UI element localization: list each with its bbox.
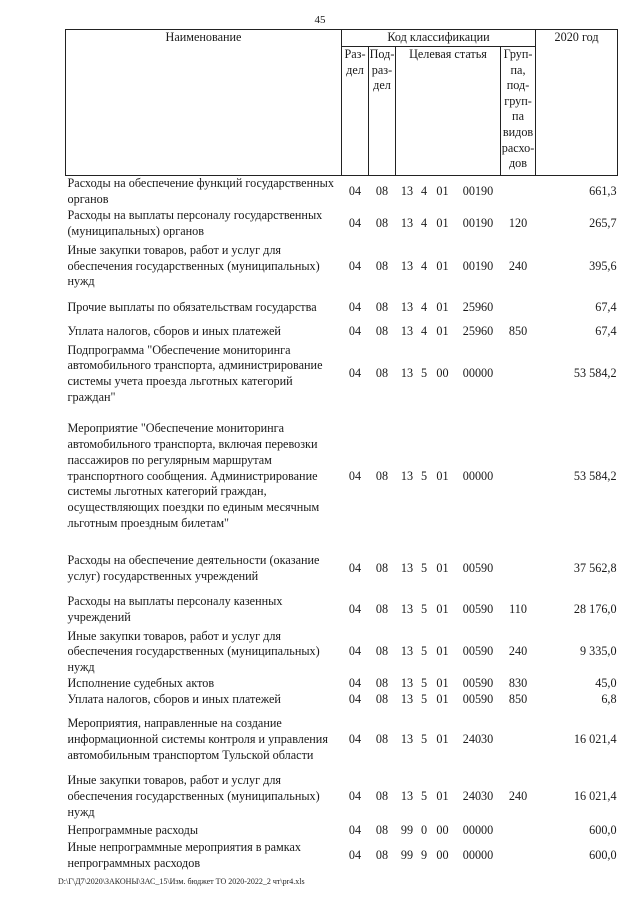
- row-expense-type: [501, 822, 536, 840]
- header-group-line: груп-: [504, 93, 532, 108]
- row-subprogram: 5: [420, 692, 428, 707]
- row-event: 01: [436, 789, 449, 804]
- row-name: Иные закупки товаров, работ и услуг для обеспечения государственных (муниципальных) нужд: [67, 773, 320, 819]
- row-event: 00: [436, 823, 449, 838]
- row-event: 01: [436, 215, 449, 230]
- row-program: 13: [400, 258, 414, 273]
- page-number: 45: [314, 14, 326, 26]
- row-subsection: 08: [375, 732, 389, 747]
- row-section: 04: [348, 215, 362, 230]
- table-row: [66, 322, 618, 342]
- row-event: 00: [436, 848, 449, 863]
- row-event: 01: [436, 601, 449, 616]
- row-direction: 25960: [462, 299, 494, 314]
- table-row: [66, 208, 618, 240]
- row-program: 13: [400, 366, 414, 381]
- row-amount: 600,0: [589, 848, 617, 863]
- header-section: [342, 47, 369, 176]
- row-direction: 00590: [462, 560, 494, 575]
- table-row: [66, 342, 618, 407]
- row-subsection: 08: [375, 601, 389, 616]
- table-header: [66, 30, 618, 176]
- row-name: Иные закупки товаров, работ и услуг для обеспечения государственных (муниципальных) нужд: [67, 628, 320, 675]
- row-name: Прочие выплаты по обязательствам государства: [67, 299, 317, 314]
- header-classification: Код классификации: [342, 30, 536, 47]
- row-subsection: 08: [375, 366, 389, 381]
- row-program: 13: [400, 692, 414, 707]
- row-direction: 00190: [462, 215, 494, 230]
- row-event: 01: [436, 323, 449, 338]
- row-section: 04: [348, 644, 362, 659]
- row-event: 01: [436, 692, 449, 707]
- row-amount: 6,8: [601, 692, 617, 707]
- row-name: Иные закупки товаров, работ и услуг для обеспечения государственных (муниципальных) нужд: [67, 242, 320, 289]
- row-direction: 24030: [462, 732, 494, 747]
- row-program: 13: [400, 299, 414, 314]
- row-amount: 67,4: [595, 323, 617, 338]
- row-amount: 67,4: [595, 299, 617, 314]
- row-event: 01: [436, 676, 449, 691]
- row-subprogram: 5: [420, 676, 428, 691]
- row-event: 01: [436, 732, 449, 747]
- row-subprogram: 5: [420, 789, 428, 804]
- table-row: [66, 772, 618, 822]
- row-expense-type: 240: [508, 258, 528, 273]
- table-row: [66, 407, 618, 547]
- header-subsection-line: раз-: [371, 62, 393, 77]
- row-name: Расходы на выплаты персоналу казенных учреждений: [67, 593, 283, 624]
- row-expense-type: 850: [508, 692, 528, 707]
- row-program: 13: [400, 732, 414, 747]
- header-subsection-line: дел: [373, 78, 391, 93]
- row-section: 04: [348, 468, 362, 483]
- row-subsection: 08: [375, 183, 389, 198]
- row-subsection: 08: [375, 692, 389, 707]
- row-section: 04: [348, 692, 362, 707]
- row-subsection: 08: [375, 644, 389, 659]
- row-name: Непрограммные расходы: [67, 823, 199, 838]
- table-body: [66, 176, 618, 872]
- row-amount: 53 584,2: [573, 366, 617, 381]
- header-group-line: па,: [510, 62, 526, 77]
- row-amount: 28 176,0: [573, 601, 617, 616]
- row-section: 04: [348, 323, 362, 338]
- row-program: 13: [400, 601, 414, 616]
- budget-table: [65, 29, 618, 872]
- header-subsection: [369, 47, 396, 176]
- row-subsection: 08: [375, 823, 389, 838]
- row-expense-type: 240: [508, 789, 528, 804]
- row-subsection: 08: [375, 323, 389, 338]
- table-row: [66, 176, 618, 208]
- row-expense-type: 830: [508, 676, 528, 691]
- row-subprogram: 5: [420, 732, 428, 747]
- footer-file-path: D:\Г\Д7\2020\ЗАКОНЫ\ЗАС_15\Изм. бюджет ТО 2020-2022_2 чт\pr4.xls: [58, 877, 305, 886]
- row-direction: 00590: [462, 601, 494, 616]
- row-program: 13: [400, 323, 414, 338]
- row-direction: 00190: [462, 183, 494, 198]
- row-amount: 53 584,2: [573, 468, 617, 483]
- table-row: [66, 692, 618, 708]
- table-row: [66, 708, 618, 772]
- row-subsection: 08: [375, 299, 389, 314]
- row-subprogram: 4: [420, 215, 428, 230]
- row-direction: 00000: [462, 366, 494, 381]
- row-subprogram: 9: [420, 848, 428, 863]
- row-program: 99: [400, 848, 414, 863]
- row-subprogram: 5: [420, 366, 428, 381]
- row-name: Уплата налогов, сборов и иных платежей: [67, 323, 281, 338]
- row-program: 13: [400, 468, 414, 483]
- row-amount: 16 021,4: [573, 732, 617, 747]
- row-amount: 45,0: [595, 676, 617, 691]
- row-program: 99: [400, 823, 414, 838]
- row-subprogram: 0: [420, 823, 428, 838]
- header-year: 2020 год: [536, 30, 618, 176]
- row-event: 01: [436, 644, 449, 659]
- row-section: 04: [348, 258, 362, 273]
- row-name: Расходы на обеспечение функций государственных органов: [67, 176, 334, 206]
- row-program: 13: [400, 789, 414, 804]
- row-subprogram: 4: [420, 258, 428, 273]
- header-group-line: под-: [506, 78, 530, 93]
- row-expense-type: [501, 176, 536, 208]
- row-name: Подпрограмма "Обеспечение мониторинга автомобильного транспорта, администрирование системы учета проезда льготных категорий граждан": [67, 342, 323, 404]
- row-amount: 37 562,8: [573, 560, 617, 575]
- row-section: 04: [348, 848, 362, 863]
- row-subsection: 08: [375, 468, 389, 483]
- row-section: 04: [348, 183, 362, 198]
- row-expense-type: 850: [508, 323, 528, 338]
- table-row: [66, 822, 618, 840]
- header-group-line: па: [512, 109, 524, 124]
- row-amount: 600,0: [589, 823, 617, 838]
- row-subprogram: 5: [420, 644, 428, 659]
- row-expense-type: [501, 708, 536, 772]
- row-section: 04: [348, 601, 362, 616]
- row-subsection: 08: [375, 848, 389, 863]
- row-direction: 00190: [462, 258, 494, 273]
- table-row: [66, 547, 618, 591]
- row-name: Иные непрограммные мероприятия в рамках непрограммных расходов: [67, 840, 302, 870]
- table-row: [66, 294, 618, 322]
- row-program: 13: [400, 215, 414, 230]
- row-subprogram: 5: [420, 601, 428, 616]
- table-row: [66, 240, 618, 294]
- header-group-line: Груп-: [503, 47, 533, 61]
- row-name: Расходы на выплаты персоналу государственных (муниципальных) органов: [67, 207, 323, 238]
- row-event: 00: [436, 366, 449, 381]
- row-amount: 265,7: [589, 215, 617, 230]
- row-section: 04: [348, 732, 362, 747]
- row-direction: 24030: [462, 789, 494, 804]
- row-expense-type: 110: [509, 601, 527, 616]
- row-direction: 00000: [462, 848, 494, 863]
- row-expense-type: [501, 547, 536, 591]
- row-direction: 00000: [462, 823, 494, 838]
- row-amount: 661,3: [589, 183, 617, 198]
- row-expense-type: [501, 342, 536, 407]
- row-direction: 25960: [462, 323, 494, 338]
- row-expense-type: 240: [508, 644, 528, 659]
- row-direction: 00590: [462, 676, 494, 691]
- header-section-line: дел: [346, 62, 364, 77]
- header-section-line: Раз-: [344, 47, 366, 61]
- row-program: 13: [400, 183, 414, 198]
- row-amount: 16 021,4: [573, 789, 617, 804]
- row-expense-type: [501, 407, 536, 547]
- header-subsection-line: Под-: [369, 47, 395, 61]
- table-row: [66, 591, 618, 629]
- row-event: 01: [436, 468, 449, 483]
- header-name: Наименование: [66, 30, 342, 176]
- row-amount: 9 335,0: [579, 644, 617, 659]
- header-target-article: Целевая статья: [396, 47, 501, 176]
- row-subsection: 08: [375, 560, 389, 575]
- row-name: Исполнение судебных актов: [67, 676, 215, 691]
- row-program: 13: [400, 676, 414, 691]
- row-expense-type: 120: [508, 215, 528, 230]
- row-section: 04: [348, 299, 362, 314]
- table-row: [66, 676, 618, 692]
- row-event: 01: [436, 560, 449, 575]
- header-group-line: дов: [508, 156, 528, 171]
- header-group-line: видов: [502, 124, 534, 139]
- row-direction: 00000: [462, 468, 494, 483]
- table-row: [66, 840, 618, 872]
- row-subprogram: 4: [420, 183, 428, 198]
- row-section: 04: [348, 366, 362, 381]
- header-group-line: расхо-: [501, 140, 535, 155]
- row-subsection: 08: [375, 215, 389, 230]
- row-direction: 00590: [462, 692, 494, 707]
- row-subprogram: 5: [420, 560, 428, 575]
- row-name: Мероприятия, направленные на создание информационной системы контроля и управления автомобильным транспортом Тульской области: [67, 716, 328, 762]
- row-event: 01: [436, 183, 449, 198]
- row-event: 01: [436, 258, 449, 273]
- row-section: 04: [348, 560, 362, 575]
- row-section: 04: [348, 676, 362, 691]
- row-subprogram: 4: [420, 323, 428, 338]
- row-subsection: 08: [375, 258, 389, 273]
- row-section: 04: [348, 823, 362, 838]
- row-expense-type: [501, 294, 536, 322]
- row-direction: 00590: [462, 644, 494, 659]
- row-subprogram: 5: [420, 468, 428, 483]
- row-name: Уплата налогов, сборов и иных платежей: [67, 692, 281, 707]
- row-name: Расходы на обеспечение деятельности (оказание услуг) государственных учреждений: [67, 552, 320, 583]
- row-program: 13: [400, 644, 414, 659]
- table-row: [66, 629, 618, 676]
- row-subsection: 08: [375, 789, 389, 804]
- row-subprogram: 4: [420, 299, 428, 314]
- row-amount: 395,6: [589, 258, 617, 273]
- row-name: Мероприятие "Обеспечение мониторинга автомобильного транспорта, включая перевозки пассажиров по регулярным маршрутам транспортного сообщения. Администрирование системы льготных категорий граждан, осуществляющих поездки по единым месячным льготным проездным билетам": [67, 421, 320, 531]
- row-event: 01: [436, 299, 449, 314]
- row-section: 04: [348, 789, 362, 804]
- row-subsection: 08: [375, 676, 389, 691]
- row-program: 13: [400, 560, 414, 575]
- header-expense-group: [501, 47, 536, 176]
- row-expense-type: [501, 840, 536, 872]
